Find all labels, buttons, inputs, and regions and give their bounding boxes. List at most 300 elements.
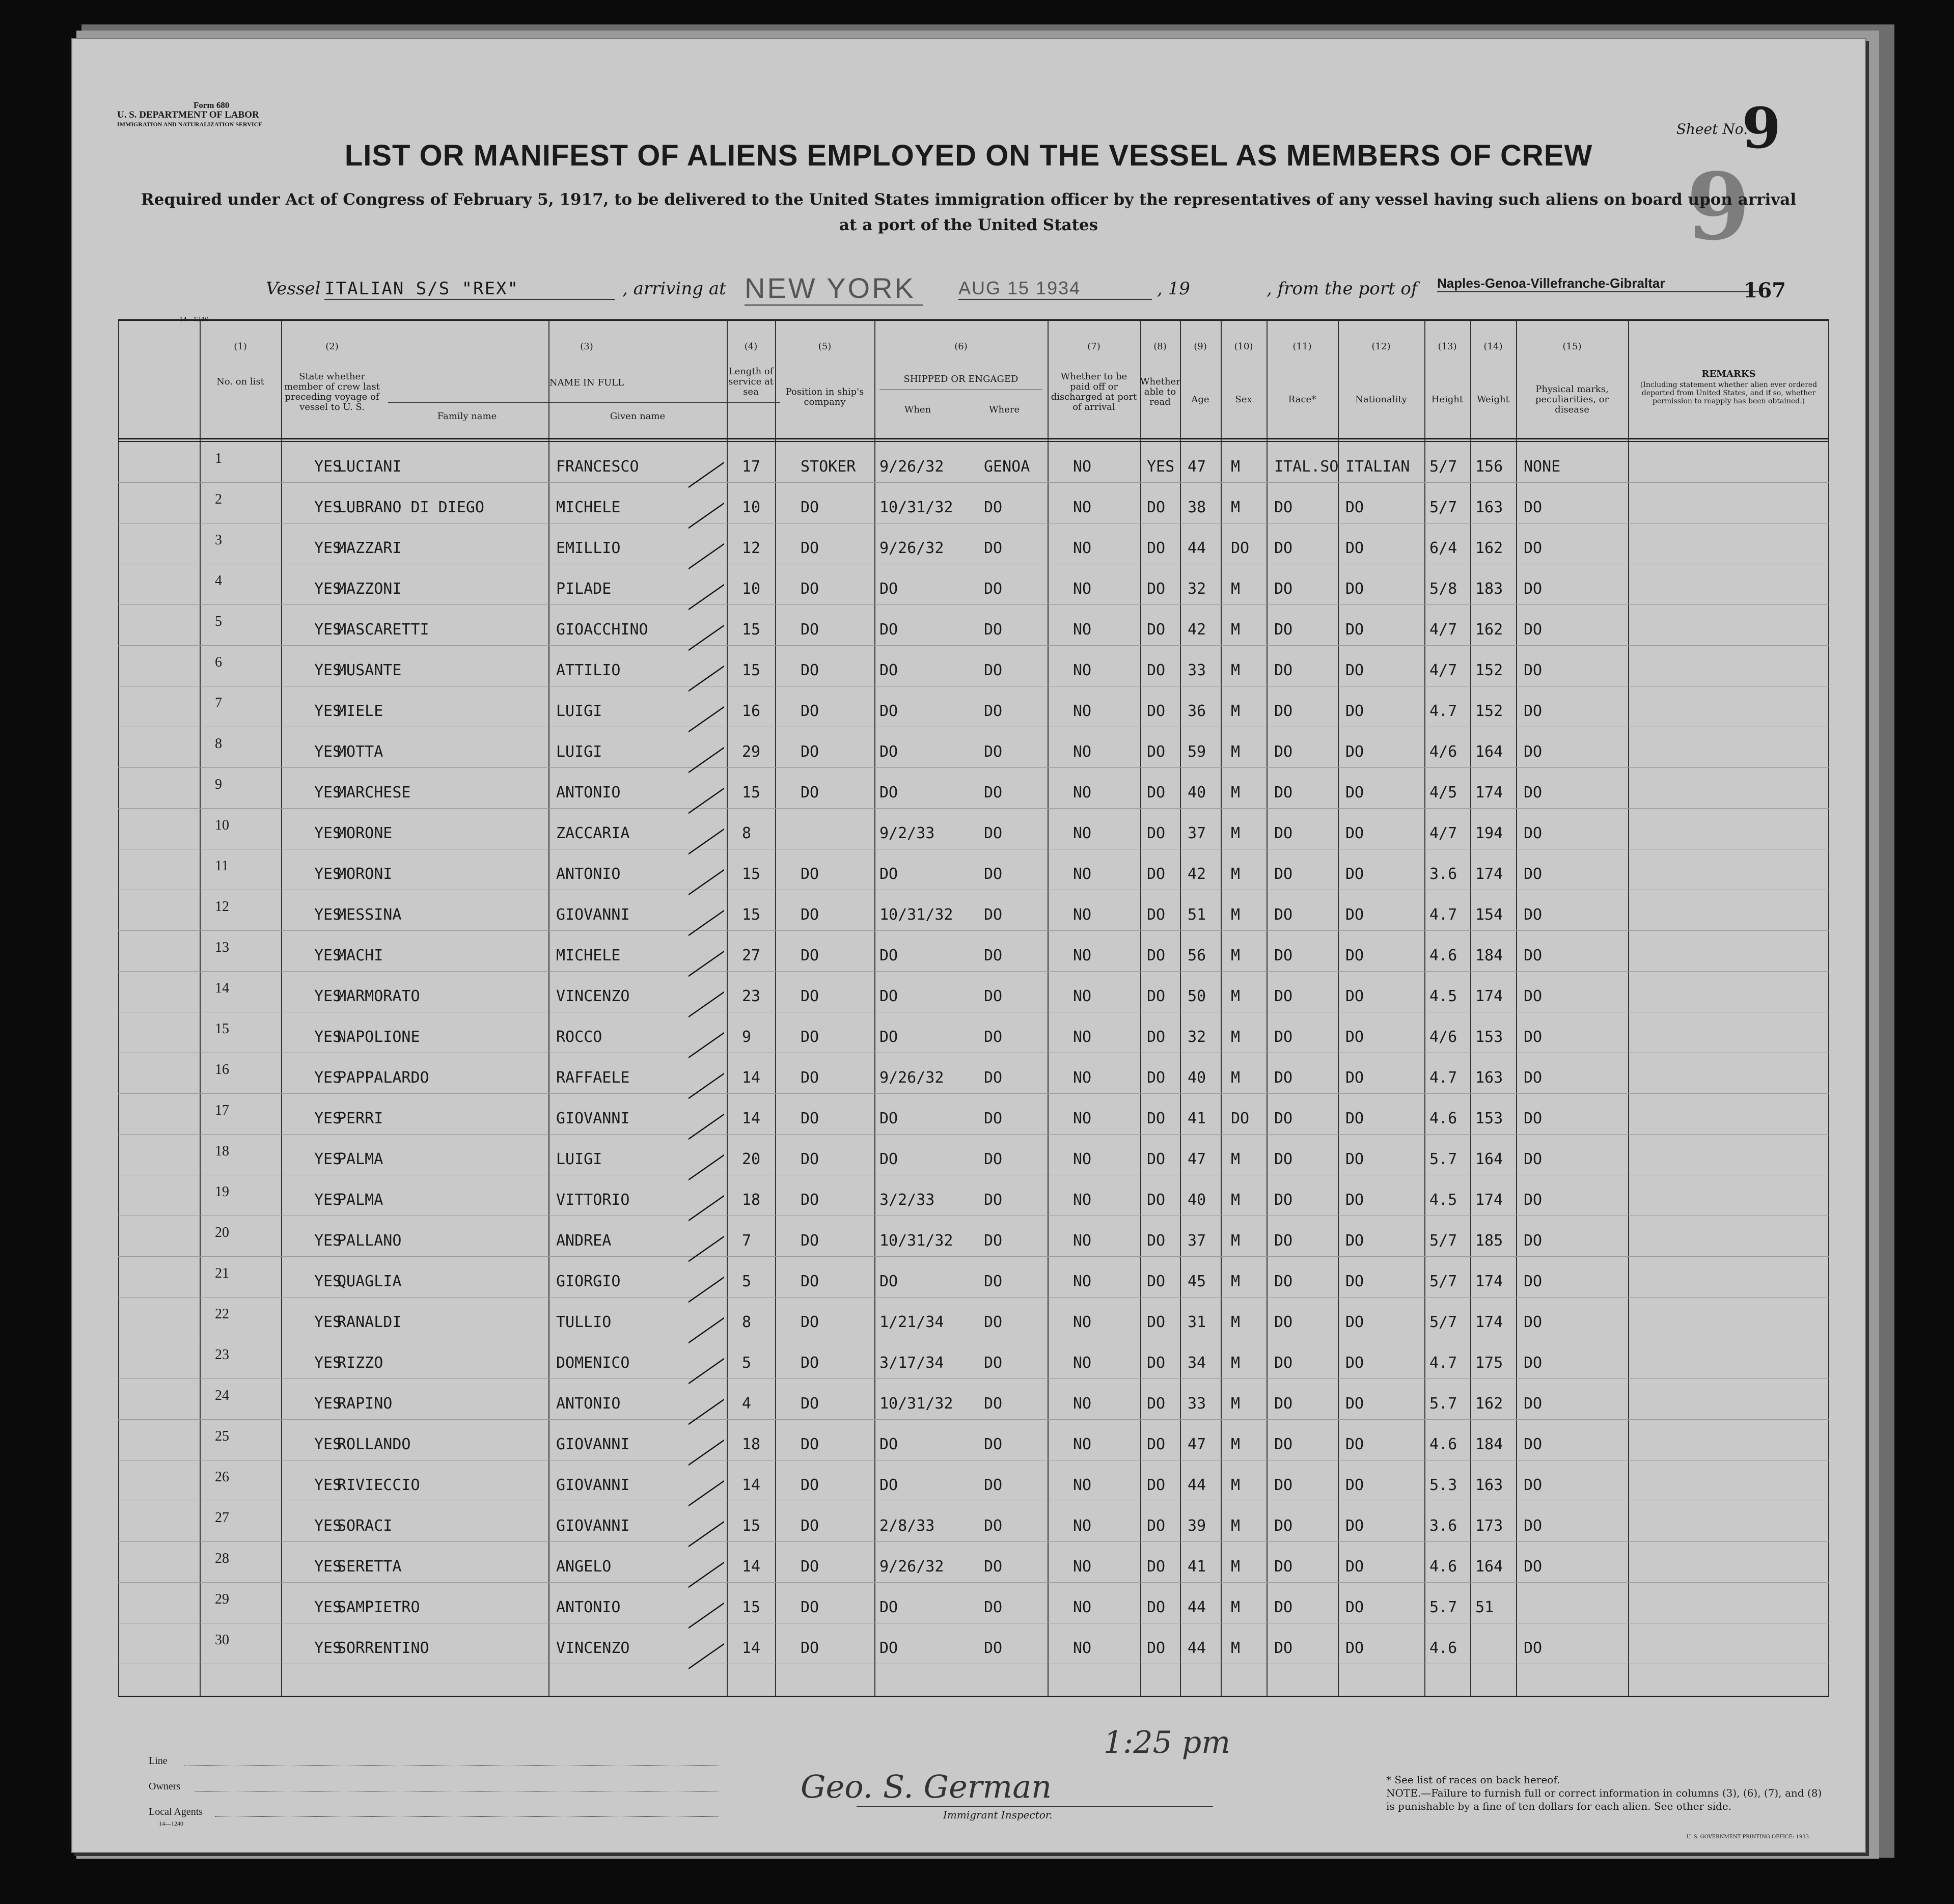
cell-nationality: DO <box>1345 987 1364 1005</box>
cell-sex: M <box>1231 784 1241 802</box>
col-num-6: (6) <box>954 341 968 352</box>
cell-paid-off: NO <box>1073 621 1092 639</box>
cell-paid-off: NO <box>1073 1028 1092 1046</box>
cell-shipped-where: DO <box>984 1598 1003 1616</box>
cell-row-number: 5 <box>215 614 222 629</box>
header-length-of-service: Length of service at sea <box>728 366 774 397</box>
cell-able-to-read: DO <box>1147 1110 1166 1127</box>
cell-service-length: 8 <box>742 824 752 842</box>
cell-paid-off: NO <box>1073 1598 1092 1616</box>
cell-previous-voyage: YES <box>314 580 342 598</box>
cell-position: DO <box>801 906 819 924</box>
cell-position: DO <box>801 661 819 679</box>
cell-age: 32 <box>1188 1028 1206 1046</box>
col-num-14: (14) <box>1483 341 1503 352</box>
cell-physical-marks: DO <box>1524 1273 1543 1290</box>
cell-nationality: DO <box>1345 1558 1364 1576</box>
cell-previous-voyage: YES <box>314 947 342 964</box>
cell-paid-off: NO <box>1073 947 1092 964</box>
cell-sex: M <box>1231 1476 1241 1494</box>
cell-height: 4.6 <box>1429 1639 1457 1657</box>
cell-nationality: DO <box>1345 1517 1364 1535</box>
cell-nationality: DO <box>1345 1598 1364 1616</box>
cell-sex: M <box>1231 499 1241 516</box>
table-row <box>118 1021 1829 1052</box>
cell-position: DO <box>801 1436 819 1453</box>
cell-height: 3.6 <box>1429 865 1457 883</box>
cell-weight: 174 <box>1475 784 1503 802</box>
cell-family-name: SORACI <box>337 1517 393 1535</box>
cell-row-number: 20 <box>215 1225 229 1240</box>
cell-shipped-where: DO <box>984 1395 1003 1413</box>
owners-label: Owners <box>149 1781 181 1792</box>
cell-sex: M <box>1231 865 1241 883</box>
cell-paid-off: NO <box>1073 499 1092 516</box>
cell-shipped-when: DO <box>879 1598 898 1616</box>
cell-family-name: MUSANTE <box>337 661 402 679</box>
cell-height: 4.6 <box>1429 1436 1457 1453</box>
cell-previous-voyage: YES <box>314 1110 342 1127</box>
cell-shipped-where: DO <box>984 1558 1003 1576</box>
cell-race: DO <box>1274 865 1293 883</box>
cell-paid-off: NO <box>1073 865 1092 883</box>
header-nationality: Nationality <box>1355 394 1407 405</box>
cell-given-name: GIOVANNI <box>556 1436 630 1453</box>
cell-physical-marks: DO <box>1524 1436 1543 1453</box>
col-num-11: (11) <box>1292 341 1312 352</box>
cell-sex: M <box>1231 661 1241 679</box>
cell-position: DO <box>801 865 819 883</box>
manifest-page <box>71 38 1866 1853</box>
header-weight: Weight <box>1477 394 1509 405</box>
cell-given-name: GIOVANNI <box>556 1517 630 1535</box>
cell-race: DO <box>1274 1273 1293 1290</box>
cell-sex: M <box>1231 1558 1241 1576</box>
cell-previous-voyage: YES <box>314 1639 342 1657</box>
cell-paid-off: NO <box>1073 1150 1092 1168</box>
cell-position: DO <box>801 743 819 761</box>
cell-paid-off: NO <box>1073 1232 1092 1250</box>
table-row <box>118 1388 1829 1418</box>
cell-sex: M <box>1231 1028 1241 1046</box>
cell-previous-voyage: YES <box>314 1191 342 1209</box>
cell-able-to-read: YES <box>1147 458 1175 476</box>
cell-shipped-where: DO <box>984 906 1003 924</box>
manifest-footer <box>118 1702 1829 1844</box>
cell-shipped-where: DO <box>984 947 1003 964</box>
cell-family-name: MACHI <box>337 947 383 964</box>
cell-family-name: RANALDI <box>337 1313 402 1331</box>
cell-shipped-when: DO <box>879 1028 898 1046</box>
arriving-label: , arriving at <box>622 279 726 299</box>
cell-family-name: SORRENTINO <box>337 1639 429 1657</box>
cell-physical-marks: DO <box>1524 743 1543 761</box>
cell-height: 5/8 <box>1429 580 1457 598</box>
page-subtitle: Required under Act of Congress of February 5, 1917, to be delivered to the United States immigration officer by the representatives of any vessel having such aliens on board upon arrival at a port of the United States <box>141 190 1797 234</box>
header-name-in-full: NAME IN FULL <box>549 377 624 388</box>
year-label: , 19 <box>1157 279 1190 299</box>
cell-service-length: 10 <box>742 580 761 598</box>
cell-position: DO <box>801 1354 819 1372</box>
cell-position: DO <box>801 1558 819 1576</box>
cell-position: DO <box>801 1028 819 1046</box>
cell-previous-voyage: YES <box>314 1395 342 1413</box>
cell-position: DO <box>801 1639 819 1657</box>
cell-paid-off: NO <box>1073 1639 1092 1657</box>
cell-position: DO <box>801 702 819 720</box>
cell-physical-marks: DO <box>1524 702 1543 720</box>
cell-height: 4.5 <box>1429 1191 1457 1209</box>
cell-height: 5.7 <box>1429 1150 1457 1168</box>
cell-row-number: 9 <box>215 777 222 792</box>
cell-paid-off: NO <box>1073 987 1092 1005</box>
cell-height: 4.7 <box>1429 906 1457 924</box>
cell-service-length: 14 <box>742 1110 761 1127</box>
cell-weight: 184 <box>1475 1436 1503 1453</box>
cell-row-number: 27 <box>215 1510 229 1526</box>
cell-able-to-read: DO <box>1147 1395 1166 1413</box>
cell-sex: M <box>1231 1354 1241 1372</box>
cell-able-to-read: DO <box>1147 743 1166 761</box>
header-when: When <box>904 404 931 415</box>
col-num-3: (3) <box>580 341 593 352</box>
cell-weight: 162 <box>1475 621 1503 639</box>
cell-nationality: DO <box>1345 580 1364 598</box>
cell-paid-off: NO <box>1073 743 1092 761</box>
cell-able-to-read: DO <box>1147 661 1166 679</box>
cell-nationality: DO <box>1345 499 1364 516</box>
cell-given-name: GIOACCHINO <box>556 621 648 639</box>
cell-height: 4/7 <box>1429 661 1457 679</box>
cell-sex: M <box>1231 1069 1241 1087</box>
arrival-port: NEW YORK <box>745 271 923 306</box>
cell-race: DO <box>1274 1313 1293 1331</box>
sheet-number-stamp: 9 <box>1686 153 1750 261</box>
cell-able-to-read: DO <box>1147 1354 1166 1372</box>
col-num-12: (12) <box>1371 341 1391 352</box>
table-row <box>118 1184 1829 1215</box>
cell-physical-marks: DO <box>1524 1476 1543 1494</box>
cell-given-name: ROCCO <box>556 1028 602 1046</box>
cell-race: ITAL.SO <box>1274 458 1339 476</box>
cell-weight: 152 <box>1475 661 1503 679</box>
form-service: IMMIGRATION AND NATURALIZATION SERVICE <box>117 121 263 128</box>
cell-family-name: MOTTA <box>337 743 383 761</box>
cell-height: 4.6 <box>1429 1110 1457 1127</box>
cell-physical-marks: DO <box>1524 1517 1543 1535</box>
header-age: Age <box>1191 394 1209 405</box>
cell-height: 6/4 <box>1429 539 1457 557</box>
cell-service-length: 5 <box>742 1273 752 1290</box>
table-row <box>118 817 1829 848</box>
cell-row-number: 4 <box>215 573 222 589</box>
cell-given-name: TULLIO <box>556 1313 612 1331</box>
cell-given-name: LUIGI <box>556 743 602 761</box>
cell-nationality: DO <box>1345 865 1364 883</box>
cell-shipped-when: 10/31/32 <box>879 906 953 924</box>
cell-able-to-read: DO <box>1147 784 1166 802</box>
cell-physical-marks: DO <box>1524 1028 1543 1046</box>
cell-family-name: MIELE <box>337 702 383 720</box>
col-num-7: (7) <box>1087 341 1100 352</box>
cell-service-length: 14 <box>742 1639 761 1657</box>
footer-notes <box>1386 1773 1829 1813</box>
cell-nationality: DO <box>1345 661 1364 679</box>
cell-physical-marks: DO <box>1524 1069 1543 1087</box>
cell-service-length: 14 <box>742 1069 761 1087</box>
cell-shipped-where: DO <box>984 987 1003 1005</box>
cell-height: 5.7 <box>1429 1395 1457 1413</box>
cell-race: DO <box>1274 987 1293 1005</box>
cell-physical-marks: DO <box>1524 906 1543 924</box>
cell-shipped-when: 1/21/34 <box>879 1313 944 1331</box>
cell-position: DO <box>801 1069 819 1087</box>
cell-height: 5/7 <box>1429 1313 1457 1331</box>
cell-sex: M <box>1231 1517 1241 1535</box>
cell-family-name: SAMPIETRO <box>337 1598 420 1616</box>
cell-weight: 162 <box>1475 539 1503 557</box>
cell-family-name: QUAGLIA <box>337 1273 402 1290</box>
cell-height: 5/7 <box>1429 458 1457 476</box>
cell-age: 45 <box>1188 1273 1206 1290</box>
cell-family-name: RIZZO <box>337 1354 383 1372</box>
cell-age: 32 <box>1188 580 1206 598</box>
cell-physical-marks: DO <box>1524 1110 1543 1127</box>
cell-shipped-when: DO <box>879 743 898 761</box>
cell-age: 41 <box>1188 1558 1206 1576</box>
cell-given-name: LUIGI <box>556 702 602 720</box>
inspector-signature: Geo. S. German <box>801 1768 1052 1805</box>
cell-race: DO <box>1274 702 1293 720</box>
cell-shipped-when: 9/26/32 <box>879 1069 944 1087</box>
cell-physical-marks: DO <box>1524 865 1543 883</box>
cell-height: 5.7 <box>1429 1598 1457 1616</box>
cell-race: DO <box>1274 661 1293 679</box>
page-number: 167 <box>1743 279 1786 302</box>
cell-shipped-when: DO <box>879 1476 898 1494</box>
cell-weight: 164 <box>1475 1150 1503 1168</box>
cell-shipped-where: DO <box>984 580 1003 598</box>
cell-physical-marks: DO <box>1524 1395 1543 1413</box>
cell-row-number: 10 <box>215 817 229 833</box>
cell-age: 50 <box>1188 987 1206 1005</box>
cell-given-name: ANDREA <box>556 1232 612 1250</box>
cell-family-name: MORONI <box>337 865 393 883</box>
cell-race: DO <box>1274 1191 1293 1209</box>
cell-shipped-when: DO <box>879 1150 898 1168</box>
cell-given-name: ATTILIO <box>556 661 621 679</box>
cell-height: 4/7 <box>1429 621 1457 639</box>
cell-given-name: ANTONIO <box>556 1598 621 1616</box>
cell-paid-off: NO <box>1073 661 1092 679</box>
cell-given-name: MICHELE <box>556 947 621 964</box>
cell-nationality: DO <box>1345 1069 1364 1087</box>
cell-family-name: RIVIECCIO <box>337 1476 420 1494</box>
cell-race: DO <box>1274 1395 1293 1413</box>
form-code: 14—1240 <box>179 316 209 323</box>
cell-nationality: DO <box>1345 1354 1364 1372</box>
cell-paid-off: NO <box>1073 539 1092 557</box>
cell-family-name: PALMA <box>337 1191 383 1209</box>
cell-position: DO <box>801 539 819 557</box>
cell-row-number: 3 <box>215 532 222 548</box>
local-agents-label: Local Agents <box>149 1806 203 1817</box>
table-row <box>118 1102 1829 1133</box>
cell-previous-voyage: YES <box>314 906 342 924</box>
cell-age: 40 <box>1188 1069 1206 1087</box>
table-row <box>118 1469 1829 1500</box>
cell-able-to-read: DO <box>1147 1069 1166 1087</box>
col-num-2: (2) <box>325 341 339 352</box>
cell-row-number: 26 <box>215 1469 229 1485</box>
cell-physical-marks: DO <box>1524 539 1543 557</box>
cell-height: 4.6 <box>1429 947 1457 964</box>
cell-family-name: MAZZARI <box>337 539 402 557</box>
cell-position: DO <box>801 499 819 516</box>
cell-race: DO <box>1274 1028 1293 1046</box>
col-num-10: (10) <box>1234 341 1253 352</box>
cell-race: DO <box>1274 947 1293 964</box>
cell-position: DO <box>801 580 819 598</box>
cell-service-length: 14 <box>742 1476 761 1494</box>
cell-shipped-where: DO <box>984 539 1003 557</box>
cell-service-length: 9 <box>742 1028 752 1046</box>
cell-sex: M <box>1231 1273 1241 1290</box>
cell-shipped-where: DO <box>984 1069 1003 1087</box>
cell-sex: M <box>1231 1395 1241 1413</box>
header-position: Position in ship's company <box>785 387 864 407</box>
cell-nationality: DO <box>1345 1028 1364 1046</box>
header-race: Race* <box>1288 394 1316 405</box>
cell-row-number: 23 <box>215 1347 229 1363</box>
cell-previous-voyage: YES <box>314 458 342 476</box>
cell-physical-marks: DO <box>1524 1313 1543 1331</box>
cell-physical-marks: DO <box>1524 580 1543 598</box>
cell-age: 42 <box>1188 865 1206 883</box>
table-row <box>118 654 1829 685</box>
table-row <box>118 1306 1829 1337</box>
cell-age: 42 <box>1188 621 1206 639</box>
cell-family-name: RAPINO <box>337 1395 393 1413</box>
cell-previous-voyage: YES <box>314 1558 342 1576</box>
cell-shipped-where: DO <box>984 621 1003 639</box>
cell-nationality: DO <box>1345 743 1364 761</box>
cell-physical-marks: DO <box>1524 987 1543 1005</box>
vessel-name: ITALIAN S/S "REX" <box>324 279 615 300</box>
cell-age: 44 <box>1188 1639 1206 1657</box>
cell-age: 39 <box>1188 1517 1206 1535</box>
table-row <box>118 451 1829 481</box>
cell-age: 41 <box>1188 1110 1206 1127</box>
cell-age: 37 <box>1188 824 1206 842</box>
cell-family-name: MORONE <box>337 824 393 842</box>
cell-age: 47 <box>1188 458 1206 476</box>
cell-row-number: 1 <box>215 451 222 466</box>
table-row <box>118 695 1829 726</box>
cell-physical-marks: DO <box>1524 1354 1543 1372</box>
cell-paid-off: NO <box>1073 906 1092 924</box>
cell-position: DO <box>801 987 819 1005</box>
cell-able-to-read: DO <box>1147 824 1166 842</box>
cell-paid-off: NO <box>1073 1476 1092 1494</box>
form-number: Form 680 <box>194 100 230 110</box>
cell-physical-marks: DO <box>1524 1150 1543 1168</box>
cell-previous-voyage: YES <box>314 702 342 720</box>
header-family-name: Family name <box>437 411 497 422</box>
cell-service-length: 15 <box>742 621 761 639</box>
cell-race: DO <box>1274 499 1293 516</box>
cell-paid-off: NO <box>1073 1110 1092 1127</box>
cell-age: 44 <box>1188 539 1206 557</box>
col-num-15: (15) <box>1562 341 1582 352</box>
cell-service-length: 16 <box>742 702 761 720</box>
table-row <box>118 1225 1829 1255</box>
cell-nationality: DO <box>1345 1395 1364 1413</box>
header-sex: Sex <box>1235 394 1252 405</box>
cell-nationality: DO <box>1345 784 1364 802</box>
cell-family-name: MASCARETTI <box>337 621 429 639</box>
cell-service-length: 14 <box>742 1558 761 1576</box>
cell-weight: 153 <box>1475 1110 1503 1127</box>
cell-race: DO <box>1274 743 1293 761</box>
cell-row-number: 22 <box>215 1306 229 1322</box>
cell-sex: M <box>1231 1232 1241 1250</box>
cell-row-number: 2 <box>215 491 222 507</box>
cell-race: DO <box>1274 621 1293 639</box>
cell-previous-voyage: YES <box>314 539 342 557</box>
cell-row-number: 29 <box>215 1591 229 1607</box>
cell-weight: 163 <box>1475 499 1503 516</box>
cell-shipped-when: DO <box>879 702 898 720</box>
form-identifier <box>117 100 262 129</box>
cell-position: DO <box>801 1150 819 1168</box>
cell-able-to-read: DO <box>1147 539 1166 557</box>
cell-shipped-when: DO <box>879 784 898 802</box>
cell-shipped-when: DO <box>879 1639 898 1657</box>
cell-service-length: 12 <box>742 539 761 557</box>
cell-paid-off: NO <box>1073 1354 1092 1372</box>
sheet-number: 9 <box>1742 95 1781 161</box>
cell-service-length: 17 <box>742 458 761 476</box>
cell-age: 44 <box>1188 1476 1206 1494</box>
header-shipped-engaged: SHIPPED OR ENGAGED <box>903 374 1019 384</box>
cell-given-name: FRANCESCO <box>556 458 639 476</box>
cell-able-to-read: DO <box>1147 1558 1166 1576</box>
header-remarks-note: (Including statement whether alien ever ordered deported from United States, and if so, whether permission to reapply has been obtained.) <box>1640 381 1818 405</box>
table-row <box>118 1143 1829 1174</box>
cell-age: 59 <box>1188 743 1206 761</box>
cell-height: 4/6 <box>1429 743 1457 761</box>
penalty-note: NOTE.—Failure to furnish full or correct information in columns (3), (6), (7), and (8) is punishable by a fine of ten dollars for each alien. See other side. <box>1386 1787 1822 1812</box>
cell-sex: M <box>1231 1313 1241 1331</box>
cell-service-length: 23 <box>742 987 761 1005</box>
cell-paid-off: NO <box>1073 1558 1092 1576</box>
cell-race: DO <box>1274 1232 1293 1250</box>
cell-family-name: MAZZONI <box>337 580 402 598</box>
cell-physical-marks: DO <box>1524 661 1543 679</box>
cell-race: DO <box>1274 1436 1293 1453</box>
cell-weight: 51 <box>1475 1598 1494 1616</box>
cell-previous-voyage: YES <box>314 743 342 761</box>
cell-paid-off: NO <box>1073 1273 1092 1290</box>
table-row <box>118 1632 1829 1663</box>
cell-race: DO <box>1274 784 1293 802</box>
cell-service-length: 8 <box>742 1313 752 1331</box>
cell-physical-marks: DO <box>1524 824 1543 842</box>
cell-sex: M <box>1231 621 1241 639</box>
cell-given-name: VINCENZO <box>556 987 630 1005</box>
cell-nationality: DO <box>1345 1232 1364 1250</box>
